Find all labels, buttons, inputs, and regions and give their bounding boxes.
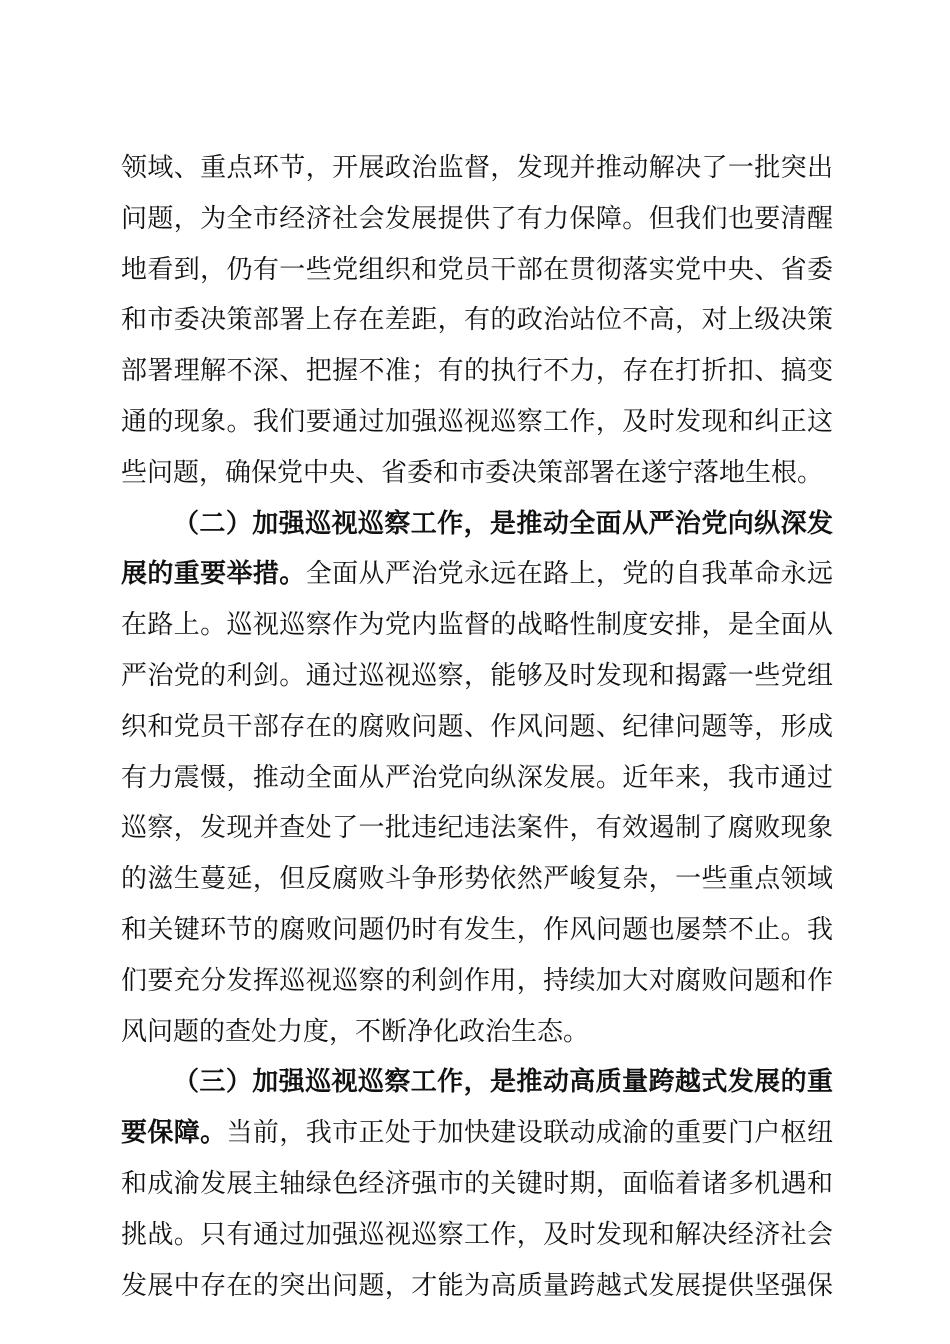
body-text: 问题，为全市经济社会发展提供了有力保障。但我们也要清醒: [121, 203, 833, 234]
body-text: 当前，我市正处于加快建设联动成渝的重要门户枢纽: [226, 1118, 833, 1149]
text-line: [121, 600, 833, 651]
bold-heading-text: （二）加强巡视巡察工作，是推动全面从严治党向纵深发: [173, 508, 833, 539]
body-text: 和关键环节的腐败问题仍时有发生，作风问题也屡禁不止。我: [121, 914, 833, 945]
text-line: [121, 143, 833, 194]
document-body: [121, 143, 833, 1311]
text-line: [121, 448, 833, 499]
text-line: [121, 1159, 833, 1210]
text-line: [121, 854, 833, 905]
text-line: [121, 753, 833, 804]
body-text: 的滋生蔓延，但反腐败斗争形势依然严峻复杂，一些重点领域: [121, 864, 833, 895]
text-line: [121, 499, 833, 550]
body-text: 风问题的查处力度，不断净化政治生态。: [121, 1016, 590, 1047]
body-text: 巡察，发现并查处了一批违纪违法案件，有效遏制了腐败现象: [121, 813, 833, 844]
text-line: [121, 346, 833, 397]
body-text: 严治党的利剑。通过巡视巡察，能够及时发现和揭露一些党组: [121, 660, 833, 691]
text-line: [121, 905, 833, 956]
body-text: 有力震慑，推动全面从严治党向纵深发展。近年来，我市通过: [121, 762, 833, 793]
text-line: [121, 702, 833, 753]
body-text: 们要充分发挥巡视巡察的利剑作用，持续加大对腐败问题和作: [121, 965, 833, 996]
body-text: 领域、重点环节，开展政治监督，发现并推动解决了一批突出: [121, 153, 833, 183]
text-line: [121, 194, 833, 245]
bold-heading-text: （三）加强巡视巡察工作，是推动高质量跨越式发展的重: [173, 1067, 833, 1098]
text-line: [121, 1007, 833, 1058]
body-text: 地看到，仍有一些党组织和党员干部在贯彻落实党中央、省委: [121, 254, 833, 285]
body-text: 在路上。巡视巡察作为党内监督的战略性制度安排，是全面从: [121, 610, 833, 641]
text-line: [121, 1261, 833, 1312]
body-text: 通的现象。我们要通过加强巡视巡察工作，及时发现和纠正这: [121, 406, 833, 437]
text-line: [121, 803, 833, 854]
text-line: [121, 1210, 833, 1261]
body-text: 和市委决策部署上存在差距，有的政治站位不高，对上级决策: [121, 305, 833, 336]
text-line: [121, 1108, 833, 1159]
text-line: [121, 651, 833, 702]
body-text: 发展中存在的突出问题，才能为高质量跨越式发展提供坚强保: [121, 1270, 833, 1301]
body-text: 织和党员干部存在的腐败问题、作风问题、纪律问题等，形成: [121, 711, 833, 742]
text-line: [121, 245, 833, 296]
text-line: [121, 397, 833, 448]
body-text: 全面从严治党永远在路上，党的自我革命永远: [305, 559, 833, 590]
body-text: 挑战。只有通过加强巡视巡察工作，及时发现和解决经济社会: [121, 1219, 833, 1250]
text-line: [121, 295, 833, 346]
body-text: 些问题，确保党中央、省委和市委决策部署在遂宁落地生根。: [121, 457, 824, 488]
bold-heading-text: 要保障。: [121, 1118, 227, 1149]
body-text: 和成渝发展主轴绿色经济强市的关键时期，面临着诸多机遇和: [121, 1168, 833, 1199]
text-line: [121, 549, 833, 600]
text-line: [121, 956, 833, 1007]
text-line: [121, 1057, 833, 1108]
body-text: 部署理解不深、把握不准；有的执行不力，存在打折扣、搞变: [121, 356, 833, 387]
bold-heading-text: 展的重要举措。: [121, 559, 306, 590]
